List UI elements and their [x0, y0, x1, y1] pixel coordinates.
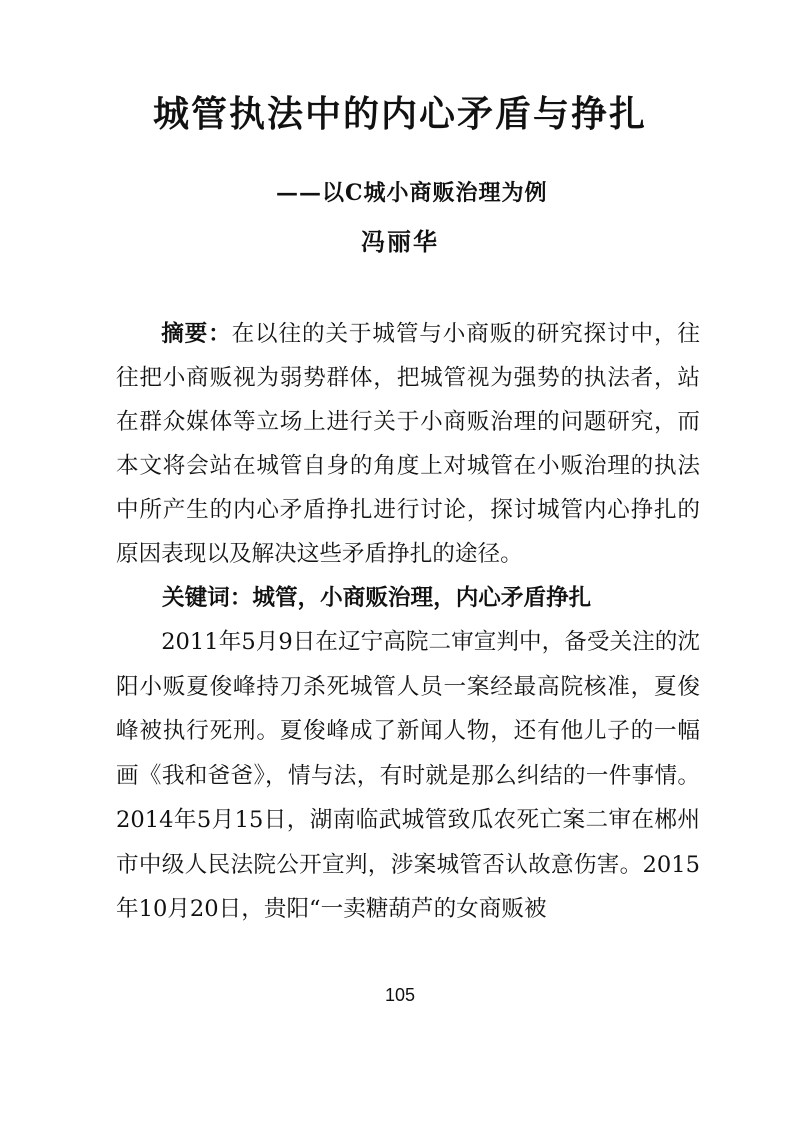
author-name: 冯丽华: [361, 227, 439, 256]
abstract-text: 在以往的关于城管与小商贩的研究探讨中，往往把小商贩视为弱势群体，把城管视为强势的执法者，站在群众媒体等立场上进行关于小商贩治理的问题研究，而本文将会站在城管自身的角度上对城管在小贩治理的执法中所产生的内心矛盾挣扎进行讨论，探讨城管内心挣扎的原因表现以及解决这些矛盾挣扎的途径。: [116, 321, 701, 567]
paper-title: 城管执法中的内心矛盾与挣扎: [152, 93, 647, 135]
page-number: 105: [384, 985, 416, 1005]
paper-subtitle: ——以C城小商贩治理为例: [276, 180, 548, 206]
abstract-label: 摘要：: [161, 321, 232, 347]
keywords-line: 关键词：城管，小商贩治理，内心矛盾挣扎: [162, 585, 592, 611]
abstract-paragraph: [116, 312, 700, 576]
body-paragraph: 2011年5月9日在辽宁高院二审宣判中，备受关注的沈阳小贩夏俊峰持刀杀死城管人员一案经最高院核准，夏俊峰被执行死刑。夏俊峰成了新闻人物，还有他儿子的一幅画《我和爸爸》，情与法，有时就是那么纠结的一件事情。2014年5月15日，湖南临武城管致瓜农死亡案二审在郴州市中级人民法院公开宣判，涉案城管否认故意伤害。2015年10月20日，贵阳“一卖糖葫芦的女商贩被: [116, 629, 700, 922]
